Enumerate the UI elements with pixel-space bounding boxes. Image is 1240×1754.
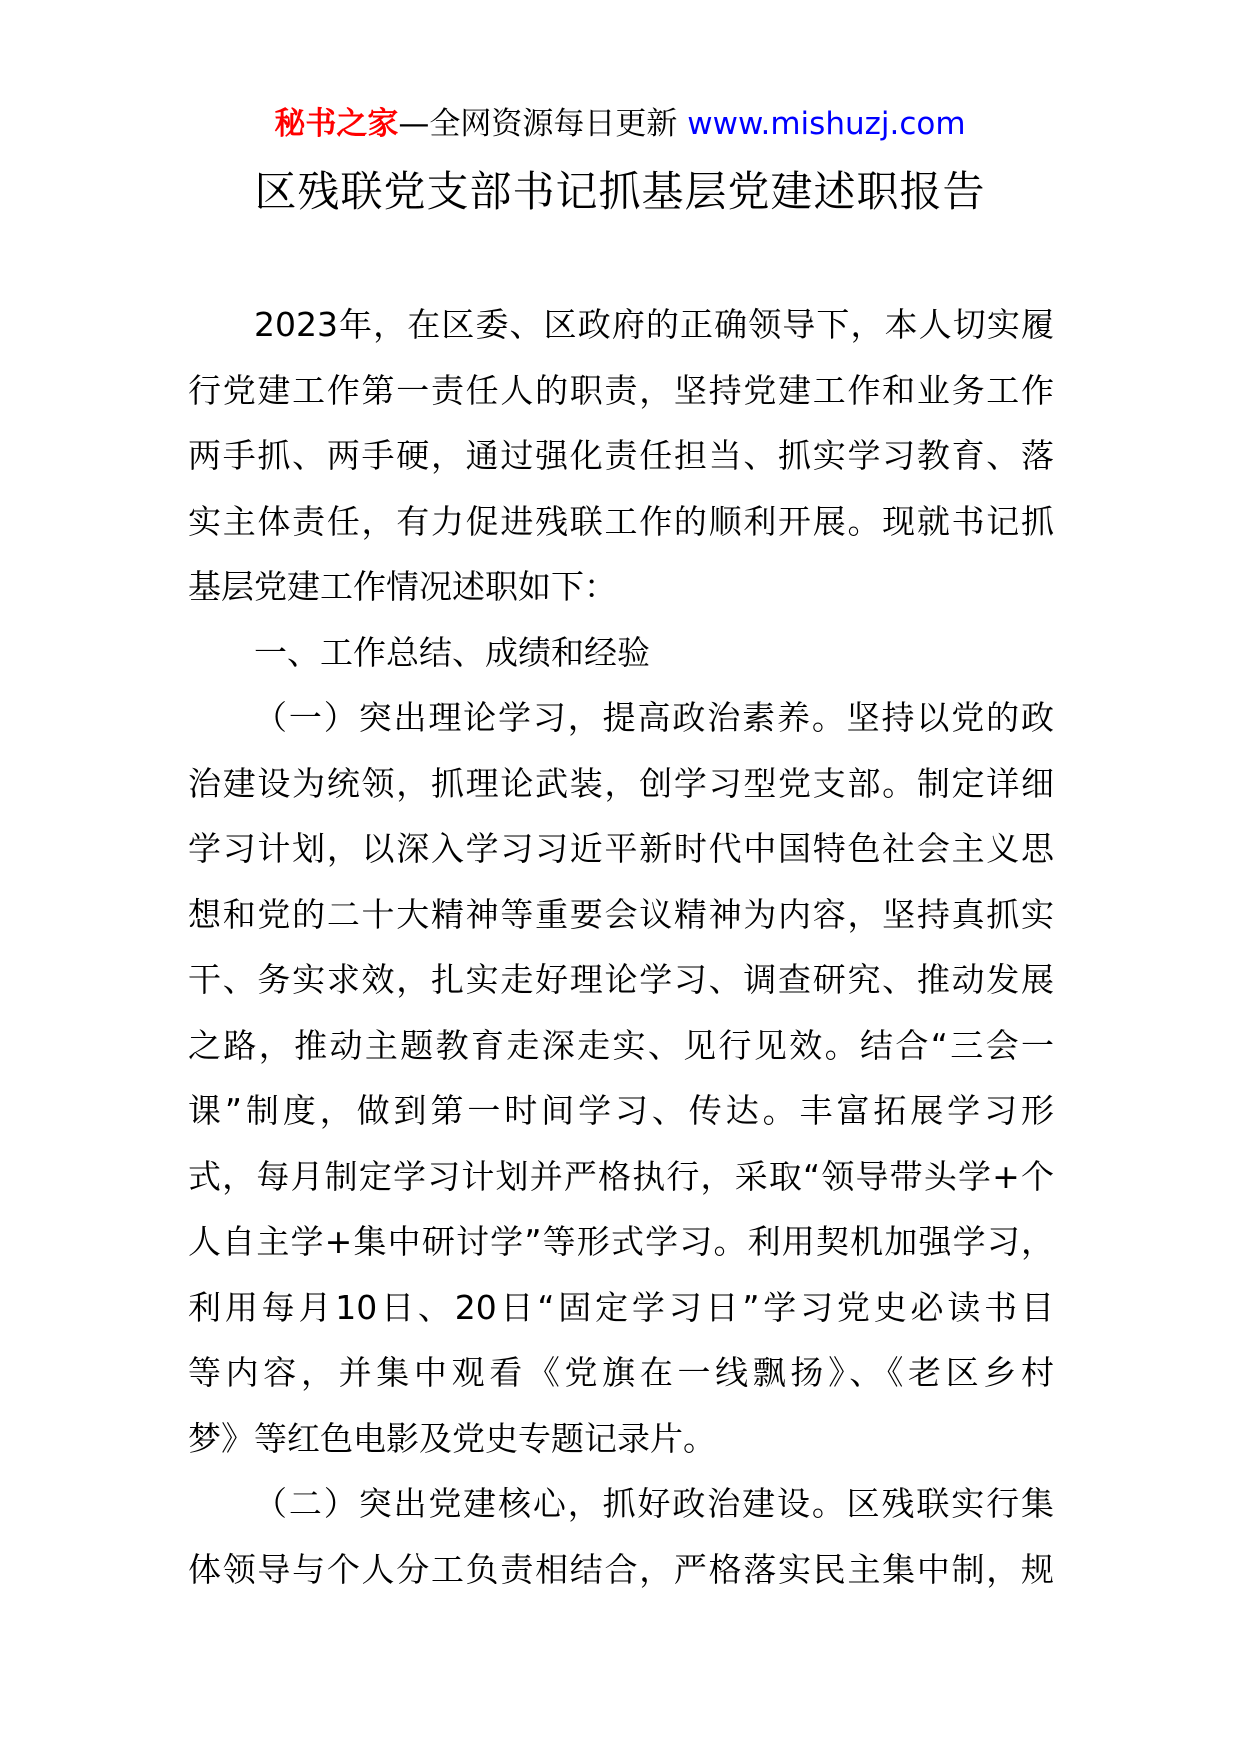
header-banner [0,102,1240,146]
body-line: 梦》等红色电影及党史专题记录片。 [188,1418,716,1458]
body-line: 治建设为统领，抓理论武装，创学习型党支部。制定详细 [188,763,1054,803]
header-slogan: —全网资源每日更新 [398,106,688,142]
brand-name: 秘书之家 [274,106,399,142]
body-line: 干、务实求效，扎实走好理论学习、调查研究、推动发展 [188,960,1054,999]
section-heading: 一、工作总结、成绩和经验 [254,632,650,672]
body-line: 人自主学+集中研讨学”等形式学习。利用契机加强学习， [188,1222,1054,1261]
body-line: （一）突出理论学习，提高政治素养。坚持以党的政 [254,698,1054,737]
body-line: 2023年，在区委、区政府的正确领导下，本人切实履 [254,305,1054,344]
body-line: 行党建工作第一责任人的职责，坚持党建工作和业务工作 [188,370,1054,410]
body-line: 式，每月制定学习计划并严格执行，采取“领导带头学+个 [188,1156,1054,1196]
document-title: 区残联党支部书记抓基层党建述职报告 [254,167,986,216]
body-line: 之路，推动主题教育走深走实、见行见效。结合“三会一 [188,1025,1054,1065]
body-line: （二）突出党建核心，抓好政治建设。区残联实行集 [254,1484,1054,1523]
header-url[interactable]: www.mishuzj.com [687,106,966,142]
body-line: 学习计划，以深入学习习近平新时代中国特色社会主义思 [188,829,1054,868]
body-line: 等内容，并集中观看《党旗在一线飘扬》、《老区乡村 [188,1353,1054,1392]
body-line: 实主体责任，有力促进残联工作的顺利开展。现就书记抓 [188,501,1054,541]
body-line: 课”制度，做到第一时间学习、传达。丰富拓展学习形 [188,1091,1054,1130]
body-line: 利用每月10日、20日“固定学习日”学习党史必读书目 [188,1287,1054,1327]
body-line: 体领导与个人分工负责相结合，严格落实民主集中制，规 [188,1549,1054,1589]
document-body [188,292,1054,1602]
body-line: 两手抓、两手硬，通过强化责任担当、抓实学习教育、落 [188,436,1054,475]
body-line: 基层党建工作情况述职如下： [188,567,617,606]
body-line: 想和党的二十大精神等重要会议精神为内容，坚持真抓实 [188,894,1054,934]
